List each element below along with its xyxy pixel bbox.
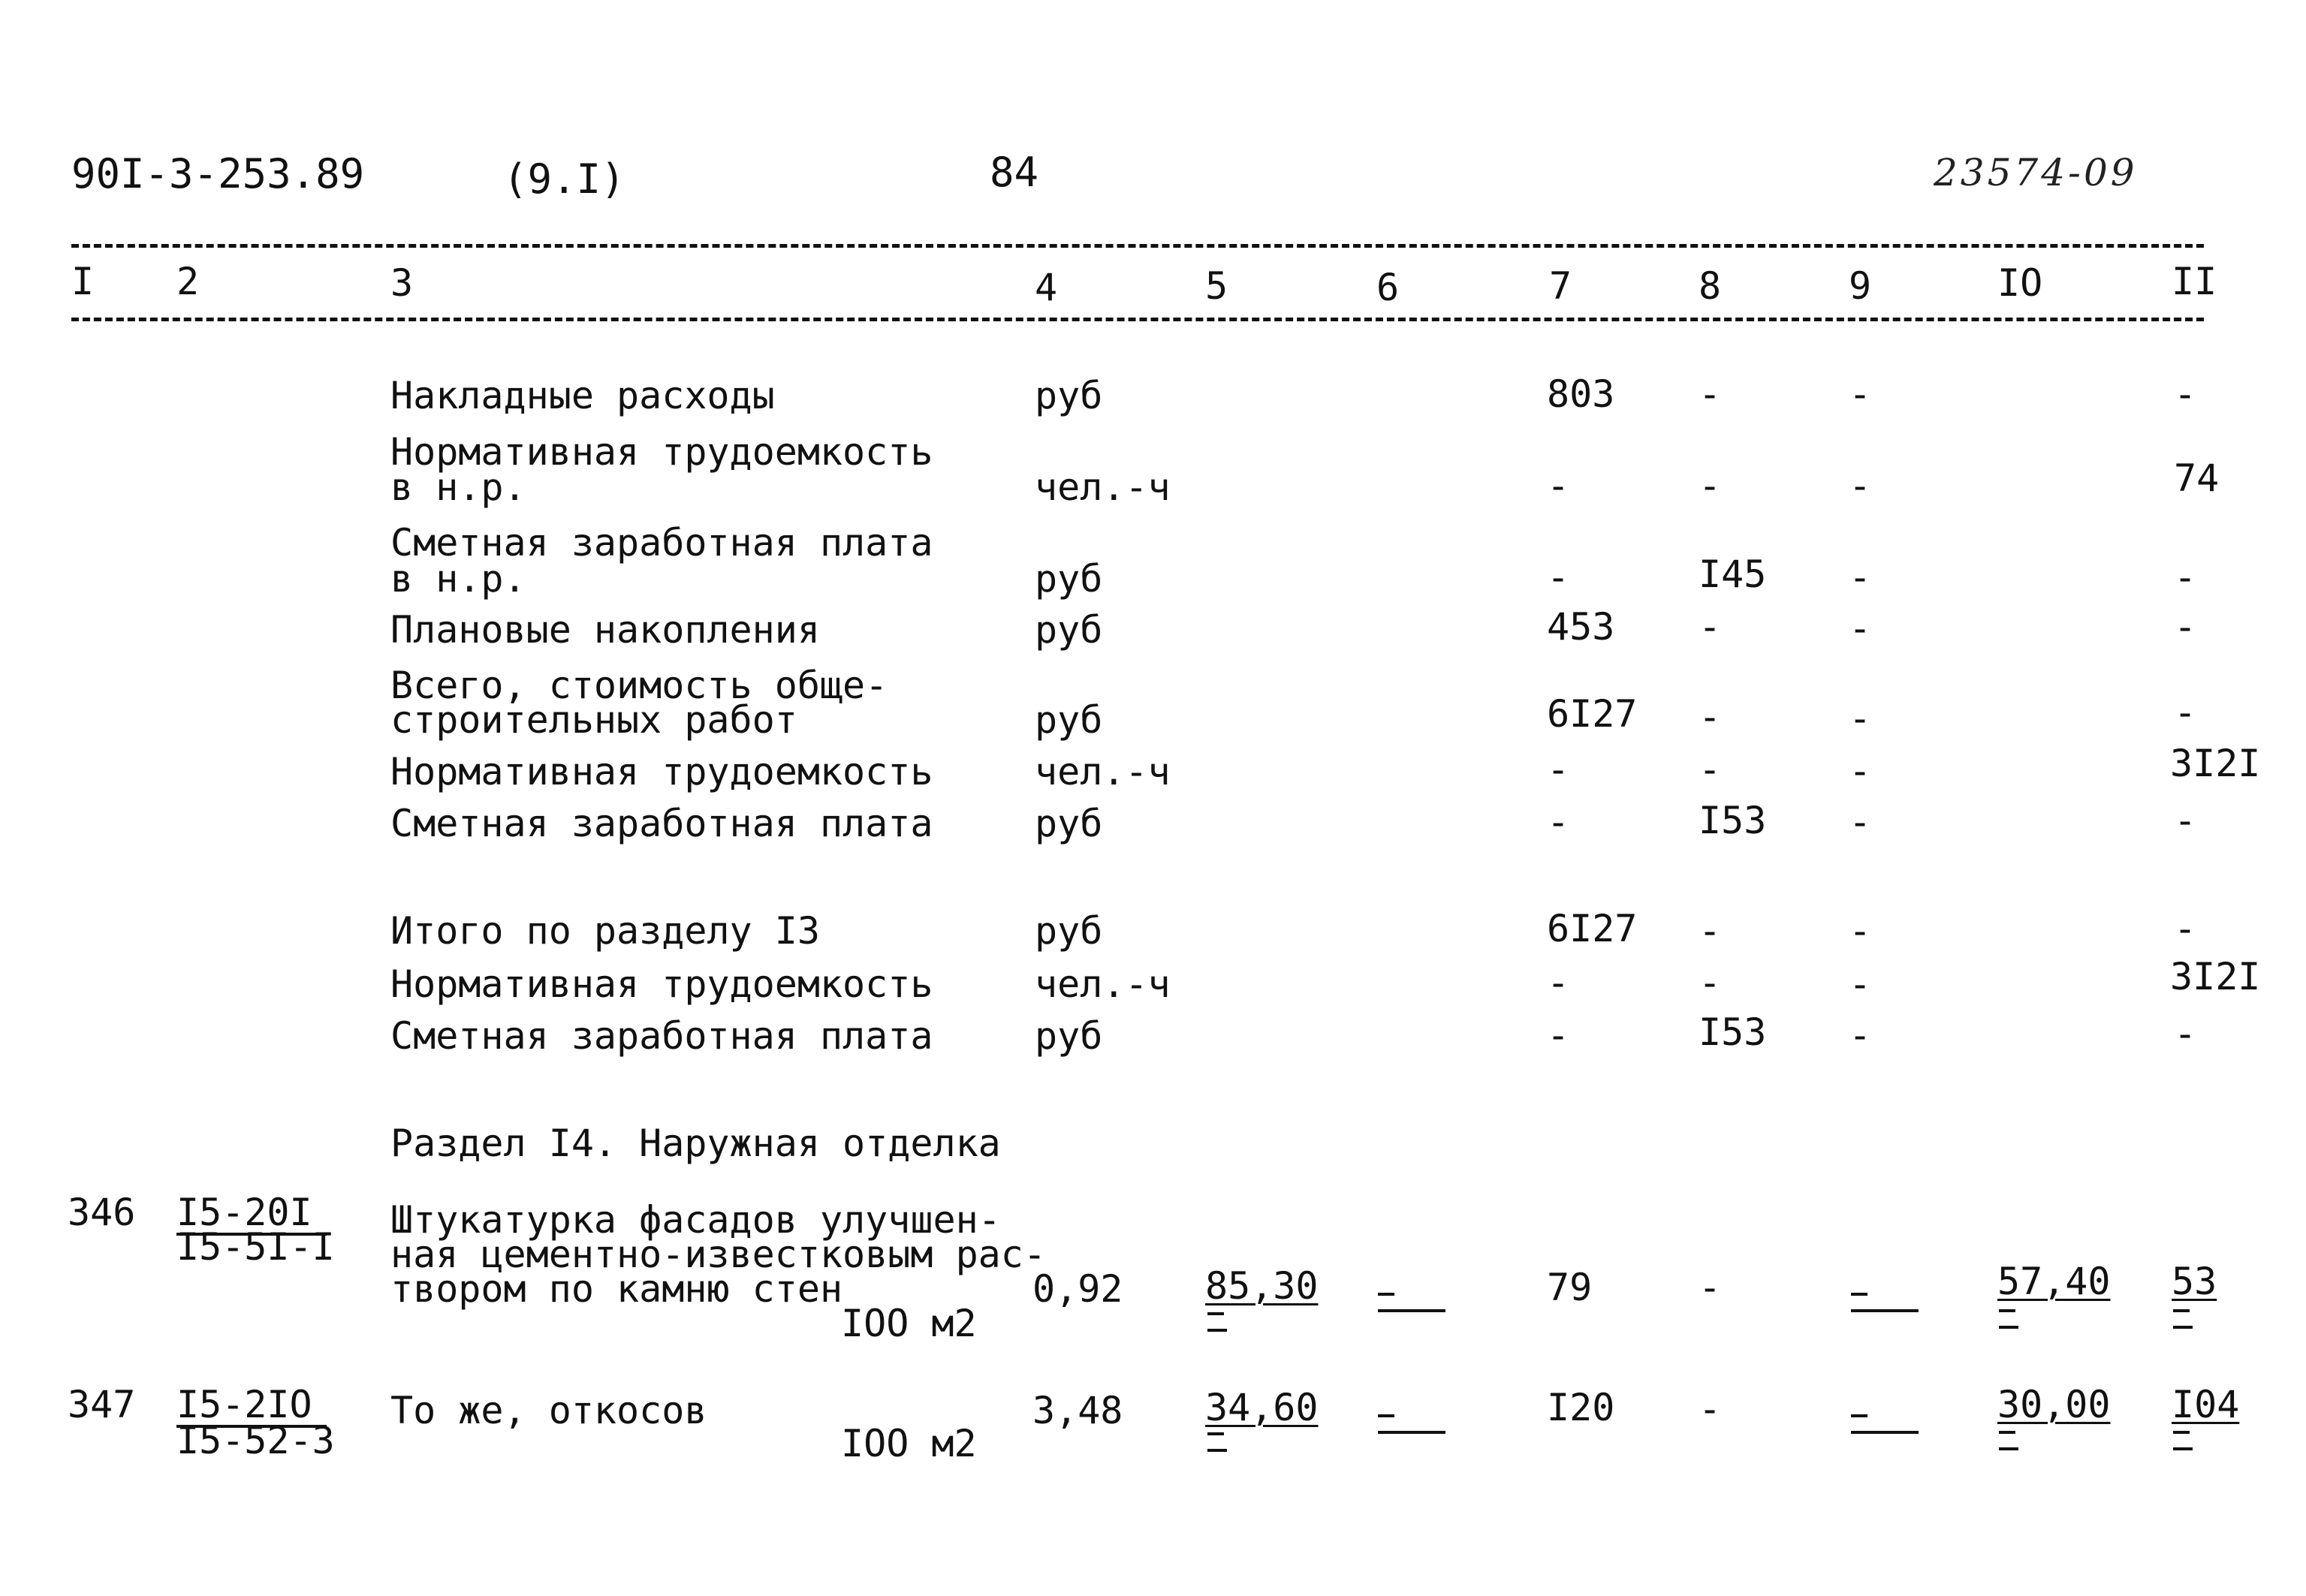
row-col9: - [1849,800,1872,844]
item-number: 347 [68,1383,136,1426]
item-unit-price: 34,60 [1205,1386,1319,1429]
row-name-cont: строительных работ [390,698,797,742]
row-name: Нормативная трудоемкость [390,430,933,474]
row-col8: I45 [1699,553,1767,596]
row-col7: - [1547,961,1570,1004]
row-unit: руб [1035,374,1103,417]
col-header-11: II [2172,260,2217,303]
item-col8: - [1699,1266,1722,1309]
row-col11: - [2174,907,2197,950]
col-header-3: 3 [390,261,414,305]
row-col8: - [1699,372,1722,416]
col-header-10: IO [1997,261,2043,305]
item-code-secondary: I5-5I-I [176,1225,335,1269]
archive-number: 23574-09 [1934,151,2138,194]
item-quantity: 0,92 [1032,1267,1123,1311]
row-name: Сметная заработная плата [390,1014,933,1058]
col-header-1: I [71,260,95,303]
row-col8: I53 [1699,1010,1767,1054]
row-col11: 74 [2174,456,2220,500]
item-code: I5-2IO [176,1383,312,1426]
item-col7: 79 [1547,1266,1593,1309]
col-header-5: 5 [1205,264,1228,308]
item-col7: I20 [1547,1386,1615,1429]
item-code: I5-20I [176,1191,312,1234]
col-header-8: 8 [1699,264,1722,308]
item-code-secondary: I5-52-3 [176,1419,335,1462]
row-col9: - [1849,909,1872,953]
row-col11: 3I2I [2170,955,2261,998]
row-col9: - [1849,749,1872,793]
row-unit: руб [1035,802,1103,845]
header-bottom-rule [71,318,2204,321]
row-col9: - [1849,962,1872,1006]
row-name-cont: в н.р. [390,465,526,509]
row-col9: - [1849,372,1872,416]
col-header-6: 6 [1376,266,1400,309]
row-col8: - [1699,961,1722,1004]
item-col11: I04 [2172,1383,2240,1426]
row-name: Сметная заработная плата [390,802,933,845]
row-col7: - [1547,464,1570,507]
col-header-2: 2 [176,260,200,303]
row-col11: 3I2I [2170,742,2261,785]
row-name: Нормативная трудоемкость [390,750,933,793]
item-number: 346 [68,1191,136,1234]
item-description: Штукатурка фасадов улучшен- [390,1198,1001,1242]
section-heading: Раздел I4. Наружная отделка [390,1122,1001,1165]
row-col8: - [1699,464,1722,507]
col-header-4: 4 [1035,266,1058,309]
item-col10: 57,40 [1997,1260,2111,1303]
col-header-9: 9 [1849,264,1872,308]
row-col8: I53 [1699,799,1767,842]
row-unit: чел.-ч [1035,465,1171,509]
header-top-rule [71,244,2204,248]
item-measure: IOO м2 [841,1422,977,1465]
row-name: Всего, стоимость обще- [390,664,888,707]
row-col8: - [1699,748,1722,791]
item-col8: - [1699,1387,1722,1431]
row-col8: - [1699,909,1722,953]
section-number: (9.I) [503,155,625,203]
row-name: Плановые накопления [390,608,820,652]
row-col9: - [1849,556,1872,599]
row-unit: руб [1035,608,1103,652]
row-name: Нормативная трудоемкость [390,962,933,1006]
item-description-cont: ная цементно-известковым рас- [390,1233,1046,1276]
item-quantity: 3,48 [1032,1389,1123,1432]
row-unit: руб [1035,909,1103,953]
row-col9: - [1849,607,1872,650]
row-col7: 6I27 [1547,692,1638,736]
row-col8: - [1699,695,1722,739]
row-name: Итого по разделу I3 [390,909,820,953]
page-number: 84 [990,149,1039,196]
row-name: Накладные расходы [390,374,775,417]
col-header-7: 7 [1549,264,1572,308]
row-name-cont: в н.р. [390,557,526,601]
row-col11: - [2174,799,2197,842]
item-description: То же, откосов [390,1389,707,1432]
row-col7: - [1547,748,1570,791]
row-col9: - [1849,697,1872,740]
item-measure: IOO м2 [841,1302,977,1345]
row-unit: чел.-ч [1035,750,1171,793]
row-name: Сметная заработная плата [390,521,933,565]
row-col11: - [2174,605,2197,649]
row-unit: руб [1035,698,1103,742]
item-unit-price: 85,30 [1205,1264,1319,1308]
row-col9: - [1849,1013,1872,1057]
row-unit: руб [1035,1014,1103,1058]
row-unit: чел.-ч [1035,962,1171,1006]
row-col7: - [1547,1013,1570,1057]
item-col10: 30,00 [1997,1383,2111,1426]
row-col7: 453 [1547,605,1615,649]
row-unit: руб [1035,557,1103,601]
row-col11: - [2174,372,2197,416]
row-col7: 803 [1547,372,1615,416]
document-code: 90I-3-253.89 [71,150,365,197]
row-col8: - [1699,605,1722,649]
row-col7: 6I27 [1547,907,1638,950]
item-col11: 53 [2172,1260,2217,1303]
row-col11: - [2174,1012,2197,1055]
row-col7: - [1547,800,1570,844]
item-description-cont: твором по камню стен [390,1267,843,1311]
row-col9: - [1849,464,1872,507]
row-col11: - [2174,556,2197,599]
row-col11: - [2174,691,2197,734]
row-col7: - [1547,556,1570,599]
